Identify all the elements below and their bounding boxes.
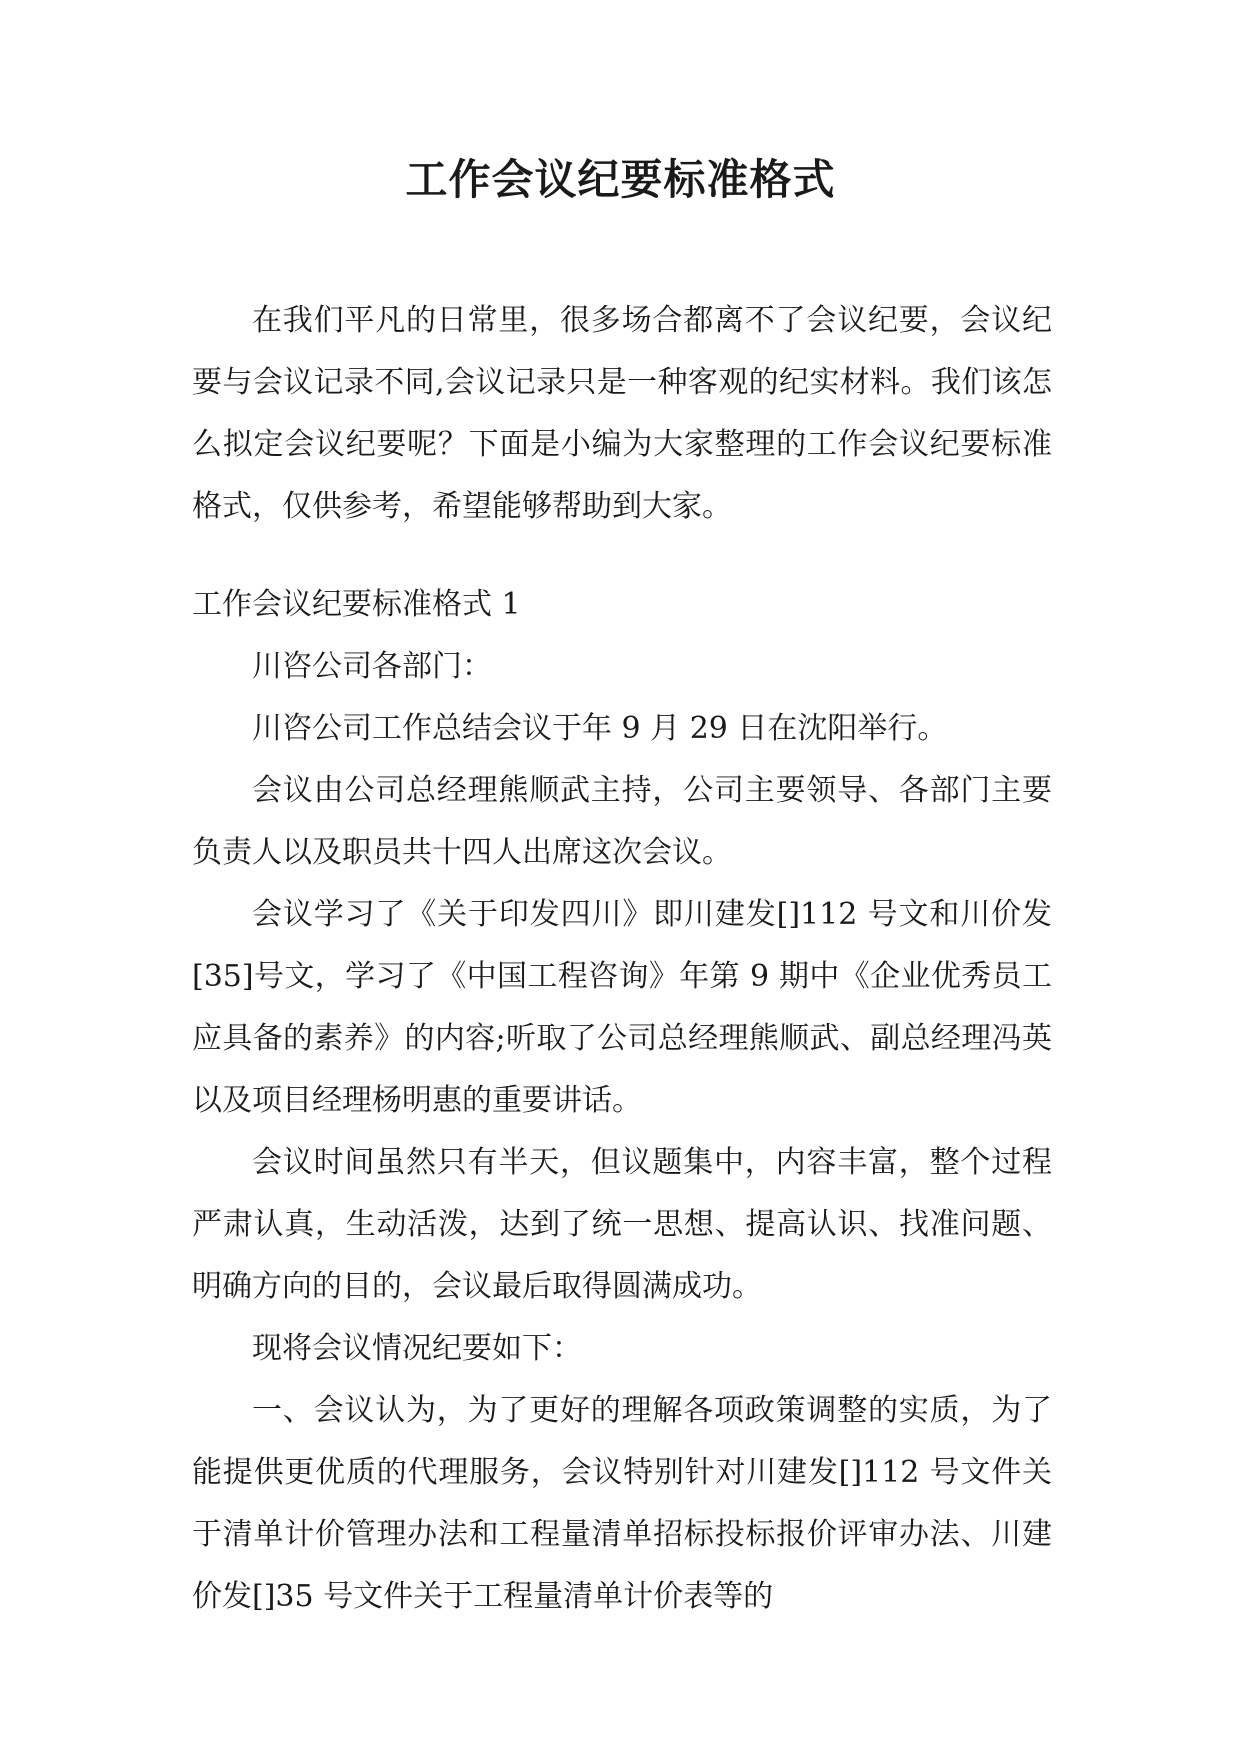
- paragraph-study-content: 会议学习了《关于印发四川》即川建发[]112 号文和川价发[35]号文，学习了《中国工程咨询》年第 9 期中《企业优秀员工应具备的素养》的内容;听取了公司总经理熊顺武、副总经理冯英以及项目经理杨明惠的重要讲话。: [192, 897, 1052, 1118]
- paragraph-meeting-summary: 会议时间虽然只有半天，但议题集中，内容丰富，整个过程严肃认真，生动活泼，达到了统一思想、提高认识、找准问题、明确方向的目的，会议最后取得圆满成功。: [192, 1145, 1052, 1304]
- section-heading: 工作会议纪要标准格式 1: [192, 587, 521, 622]
- document-title: 工作会议纪要标准格式: [405, 155, 836, 204]
- paragraph-addressee: 川咨公司各部门：: [252, 649, 492, 684]
- paragraph-minutes-intro: 现将会议情况纪要如下：: [252, 1331, 582, 1366]
- paragraph-item-one: 一、会议认为，为了更好的理解各项政策调整的实质，为了能提供更优质的代理服务，会议特别针对川建发[]112 号文件关于清单计价管理办法和工程量清单招标投标报价评审办法、川建价发[]35 号文件关于工程量清单计价表等的: [192, 1393, 1052, 1614]
- paragraph-meeting-date: 川咨公司工作总结会议于年 9 月 29 日在沈阳举行。: [252, 711, 948, 746]
- document-body: [192, 290, 1052, 1628]
- intro-paragraph: 在我们平凡的日常里，很多场合都离不了会议纪要，会议纪要与会议记录不同,会议记录只是一种客观的纪实材料。我们该怎么拟定会议纪要呢？下面是小编为大家整理的工作会议纪要标准格式，仅供参考，希望能够帮助到大家。: [192, 303, 1052, 524]
- paragraph-attendees: 会议由公司总经理熊顺武主持，公司主要领导、各部门主要负责人以及职员共十四人出席这次会议。: [192, 773, 1052, 870]
